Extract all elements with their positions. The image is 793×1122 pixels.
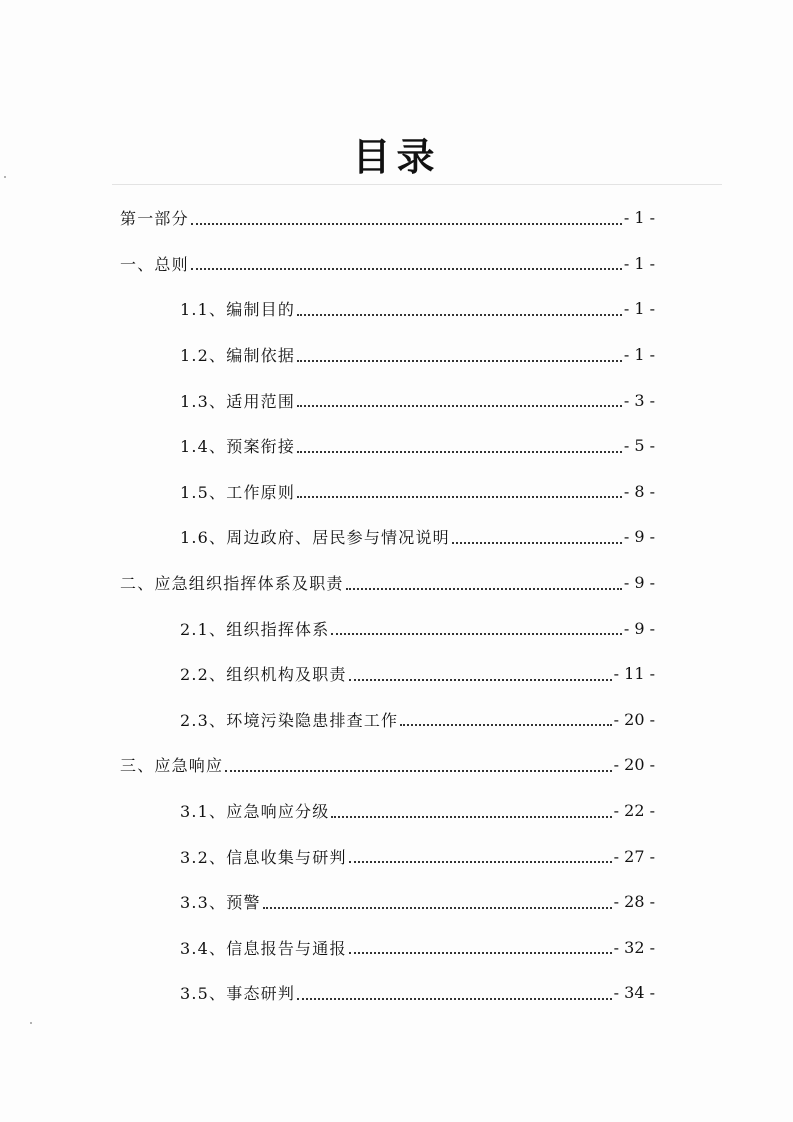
toc-entry-page: - 20 -: [613, 755, 655, 775]
toc-entry-label: 一、总则: [120, 254, 189, 274]
toc-entry-page: - 11 -: [613, 664, 655, 684]
toc-entry-page: - 34 -: [613, 983, 655, 1003]
toc-entry-page: - 9 -: [623, 573, 655, 593]
toc-entry-label: 2.1、组织指挥体系: [180, 619, 330, 639]
toc-leader-dots: [191, 223, 622, 225]
toc-entry-page: - 1 -: [623, 299, 655, 319]
toc-entry-label: 3.5、事态研判: [180, 984, 296, 1004]
toc-entry-label: 3.1、应急响应分级: [180, 802, 330, 822]
toc-entry-label: 第一部分: [120, 209, 189, 229]
toc-entry[interactable]: [120, 879, 655, 925]
toc-entry-page: - 3 -: [623, 390, 655, 410]
toc-entry-label: 3.4、信息报告与通报: [180, 938, 347, 958]
toc-entry-page: - 32 -: [613, 937, 655, 957]
toc-entry[interactable]: [120, 925, 655, 971]
toc-entry-label: 2.2、组织机构及职责: [180, 665, 347, 685]
toc-entry[interactable]: [120, 286, 655, 332]
toc-entry-label: 1.1、编制目的: [180, 300, 296, 320]
toc-leader-dots: [297, 405, 622, 407]
toc-entry[interactable]: [120, 377, 655, 423]
toc-leader-dots: [297, 360, 622, 362]
toc-entry-label: 1.4、预案衔接: [180, 437, 296, 457]
toc-entry[interactable]: [120, 605, 655, 651]
toc-entry[interactable]: [120, 788, 655, 834]
toc-entry-label: 1.6、周边政府、居民参与情况说明: [180, 528, 450, 548]
toc-leader-dots: [225, 770, 611, 772]
toc-leader-dots: [331, 816, 611, 818]
toc-entry-label: 1.5、工作原则: [180, 482, 296, 502]
toc-entry[interactable]: [120, 195, 655, 241]
toc-leader-dots: [331, 633, 621, 635]
toc-entry[interactable]: [120, 833, 655, 879]
toc-leader-dots: [263, 907, 612, 909]
toc-leader-dots: [191, 268, 622, 270]
toc-entry[interactable]: [120, 742, 655, 788]
toc-entry-page: - 1 -: [623, 345, 655, 365]
table-of-contents: [120, 195, 655, 1016]
toc-entry[interactable]: [120, 514, 655, 560]
toc-entry[interactable]: [120, 697, 655, 743]
toc-entry-label: 3.3、预警: [180, 893, 261, 913]
toc-entry[interactable]: [120, 651, 655, 697]
toc-entry-page: - 5 -: [623, 436, 655, 456]
toc-entry-label: 1.2、编制依据: [180, 346, 296, 366]
toc-entry-page: - 8 -: [623, 481, 655, 501]
toc-entry[interactable]: [120, 970, 655, 1016]
toc-entry-label: 2.3、环境污染隐患排查工作: [180, 710, 399, 730]
page-title: 目录: [352, 135, 441, 179]
toc-entry-page: - 1 -: [623, 253, 655, 273]
toc-leader-dots: [400, 724, 611, 726]
toc-entry-label: 二、应急组织指挥体系及职责: [120, 574, 344, 594]
title-divider: [112, 184, 722, 185]
toc-entry-page: - 27 -: [613, 846, 655, 866]
toc-entry-page: - 28 -: [613, 892, 655, 912]
toc-entry-label: 三、应急响应: [120, 756, 224, 776]
toc-entry-label: 1.3、适用范围: [180, 391, 296, 411]
scan-speck: [30, 1022, 32, 1024]
toc-entry-page: - 20 -: [613, 709, 655, 729]
toc-leader-dots: [297, 314, 622, 316]
toc-entry-page: - 9 -: [623, 527, 655, 547]
toc-leader-dots: [349, 861, 612, 863]
toc-entry-page: - 22 -: [613, 801, 655, 821]
toc-entry-label: 3.2、信息收集与研判: [180, 847, 347, 867]
toc-entry[interactable]: [120, 423, 655, 469]
toc-entry[interactable]: [120, 469, 655, 515]
toc-leader-dots: [297, 998, 612, 1000]
toc-leader-dots: [346, 588, 622, 590]
toc-leader-dots: [297, 496, 622, 498]
toc-leader-dots: [349, 679, 612, 681]
toc-entry-page: - 9 -: [623, 618, 655, 638]
toc-entry[interactable]: [120, 241, 655, 287]
toc-leader-dots: [297, 451, 622, 453]
toc-leader-dots: [349, 952, 612, 954]
toc-entry-page: - 1 -: [623, 208, 655, 228]
toc-entry[interactable]: [120, 332, 655, 378]
toc-leader-dots: [452, 542, 622, 544]
toc-entry[interactable]: [120, 560, 655, 606]
